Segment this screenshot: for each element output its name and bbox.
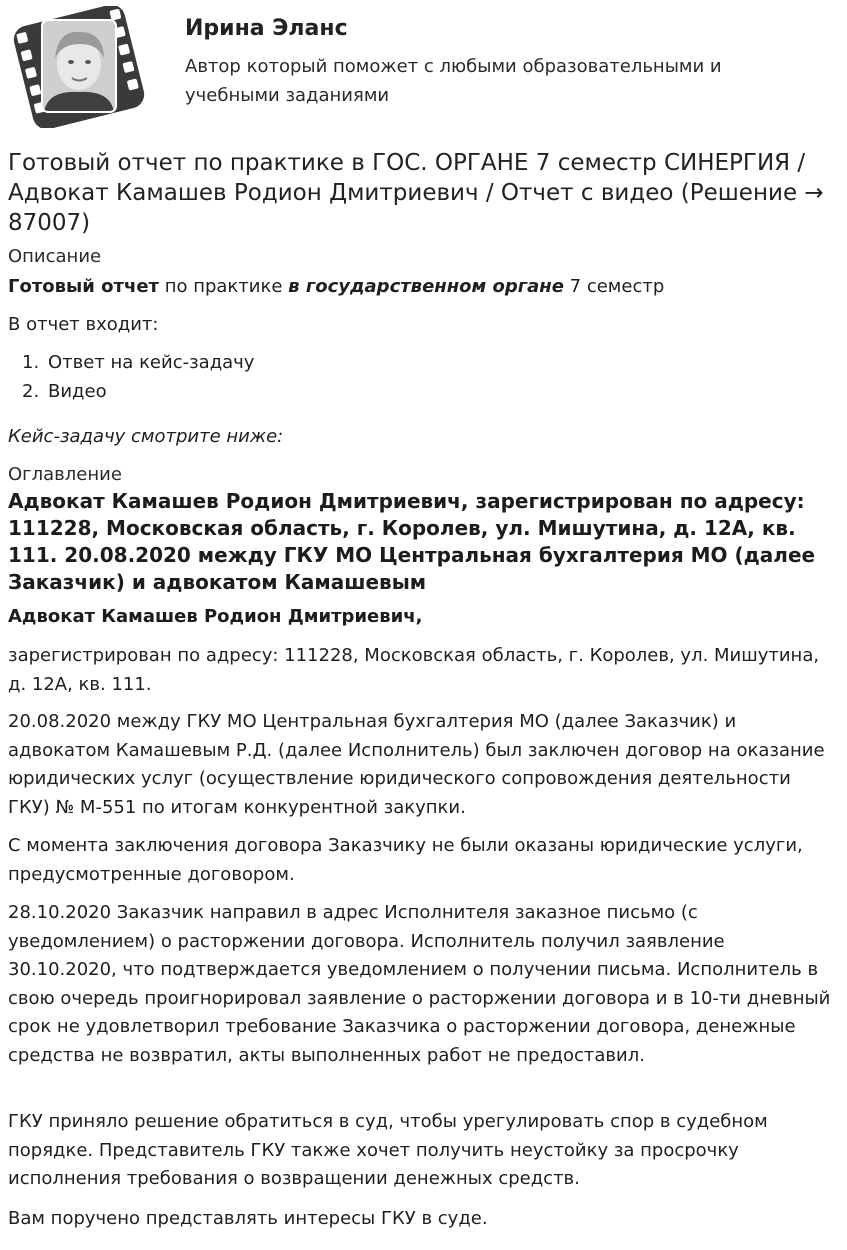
list-item [22, 381, 107, 402]
body-paragraph: С момента заключения договора Заказчику не были оказаны юридические услуги, предусмотренные договором. [8, 835, 803, 885]
toc-label: Оглавление [8, 464, 122, 485]
body-paragraph: зарегистрирован по адресу: 111228, Московская область, г. Королев, ул. Мишутина, д. 12А, кв. 111. [8, 645, 820, 695]
list-number: 2. [22, 381, 40, 402]
page-title: Готовый отчет по практике в ГОС. ОРГАНЕ 7 семестр СИНЕРГИЯ / Адвокат Камашев Родион Дмитриевич / Отчет с видео (Решение → 87007) [8, 150, 824, 236]
see-below-note: Кейс-задачу смотрите ниже: [8, 426, 284, 447]
author-name[interactable]: Ирина Эланс [185, 16, 348, 41]
description-label: Описание [8, 246, 102, 267]
body-paragraph: ГКУ приняло решение обратиться в суд, чтобы урегулировать спор в судебном порядке. Представитель ГКУ также хочет получить неустойку за просрочку исполнения требования о возвращении денежных средств. [8, 1111, 768, 1189]
author-card [8, 6, 838, 131]
description-lead [8, 276, 664, 297]
lead-bold-text: Готовый отчет [8, 276, 159, 297]
body-subheading: Адвокат Камашев Родион Дмитриевич, [8, 606, 423, 627]
body-paragraph: 20.08.2020 между ГКУ МО Центральная бухгалтерия МО (далее Заказчик) и адвокатом Камашевым Р.Д. (далее Исполнитель) был заключен договор на оказание юридических услуг (осуществление юридического сопровождения деятельности ГКУ) № М-551 по итогам конкурентной закупки. [8, 711, 825, 818]
lead-bold-italic-text: в государственном органе [288, 276, 564, 297]
lead-end-text: 7 семестр [563, 276, 665, 297]
list-item-text: Ответ на кейс-задачу [48, 352, 255, 373]
list-number: 1. [22, 352, 40, 373]
lead-mid-text: по практике [158, 276, 289, 297]
toc-heading[interactable]: Адвокат Камашев Родион Дмитриевич, зарегистрирован по адресу: 111228, Московская область, г. Королев, ул. Мишутина, д. 12А, кв. 111. 20.08.2020 между ГКУ МО Центральная бухгалтерия МО (далее Заказчик) и адвокатом Камашевым [8, 489, 816, 594]
body-paragraph: Вам поручено представлять интересы ГКУ в суде. [8, 1208, 488, 1229]
body-paragraph: 28.10.2020 Заказчик направил в адрес Исполнителя заказное письмо (с уведомлением) о расторжении договора. Исполнитель получил заявление 30.10.2020, что подтверждается уведомлением о получении письма. Исполнитель в свою очередь проигнорировал заявление о расторжении договора и в 10-ти дневный срок не удовлетворил требование Заказчика о расторжении договора, денежные средства не возвратил, акты выполненных работ не предоставил. [8, 902, 831, 1066]
film-strip-avatar-icon [8, 6, 150, 128]
includes-label: В отчет входит: [8, 314, 159, 335]
author-description: Автор который поможет с любыми образовательными и учебными заданиями [185, 56, 722, 106]
list-item-text: Видео [48, 381, 107, 402]
list-item [22, 352, 255, 373]
